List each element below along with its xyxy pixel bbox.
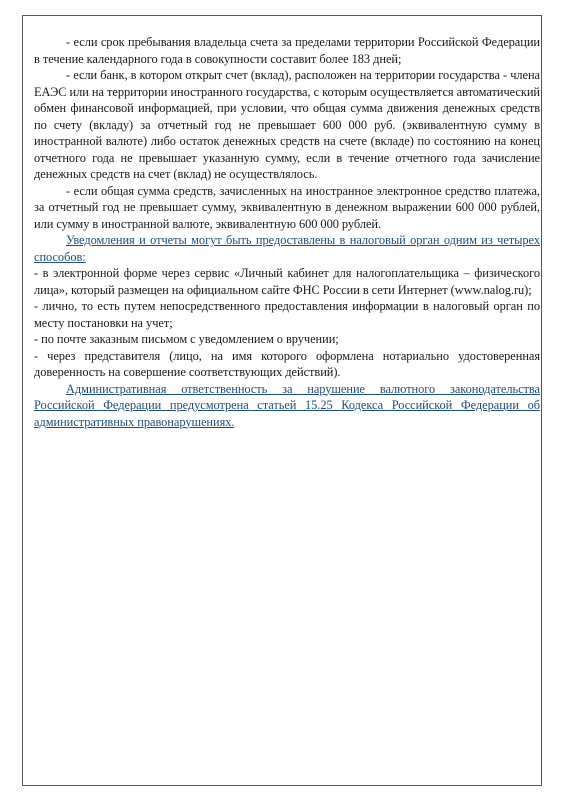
- link-administrative-liability[interactable]: Административная ответственность за нарушение валютного законодательства Российской Федерации предусмотрена статьей 15.25 Кодекса Российской Федерации об административных правонарушениях.: [34, 381, 540, 429]
- paragraph-stay-abroad: - если срок пребывания владельца счета за пределами территории Российской Федерации в течение календарного года в совокупности составит более 183 дней;: [34, 35, 540, 66]
- list-item-electronic-form: - в электронной форме через сервис «Личный кабинет для налогоплательщика – физического лица», который размещен на официальном сайте ФНС России в сети Интернет (www.nalog.ru);: [34, 266, 540, 297]
- list-item-by-mail: - по почте заказным письмом с уведомлением о вручении;: [34, 332, 339, 346]
- list-item-representative: - через представителя (лицо, на имя которого оформлена нотариально удостоверенная доверенность на совершение соответствующих действий).: [34, 348, 540, 379]
- document-body: [34, 34, 540, 430]
- list-item-in-person: - лично, то есть путем непосредственного предоставления информации в налоговый орган по месту постановки на учет;: [34, 299, 540, 330]
- paragraph-electronic-payment: - если общая сумма средств, зачисленных на иностранное электронное средство платежа, за отчетный год не превышает сумму, эквивалентную в денежном выражении 600 000 рублей, или сумму в иностранной валюте, эквивалентную 600 000 рублей.: [34, 183, 540, 231]
- paragraph-bank-eaeu: - если банк, в котором открыт счет (вклад), расположен на территории государства - члена ЕАЭС или на территории иностранного государства, с которым осуществляется автоматический обмен финансовой информацией, при условии, что общая сумма движения денежных средств по счету (вкладу) за отчетный год не превышает 600 000 руб. (эквивалентную сумму в иностранной валюте) либо остаток денежных средств на счете (вкладе) по состоянию на конец отчетного года не превышает указанную сумму, если в течение отчетного года зачисление денежных средств на счет (вклад) не осуществлялось.: [34, 68, 540, 181]
- link-submission-methods[interactable]: Уведомления и отчеты могут быть предоставлены в налоговый орган одним из четырех способов:: [34, 233, 540, 264]
